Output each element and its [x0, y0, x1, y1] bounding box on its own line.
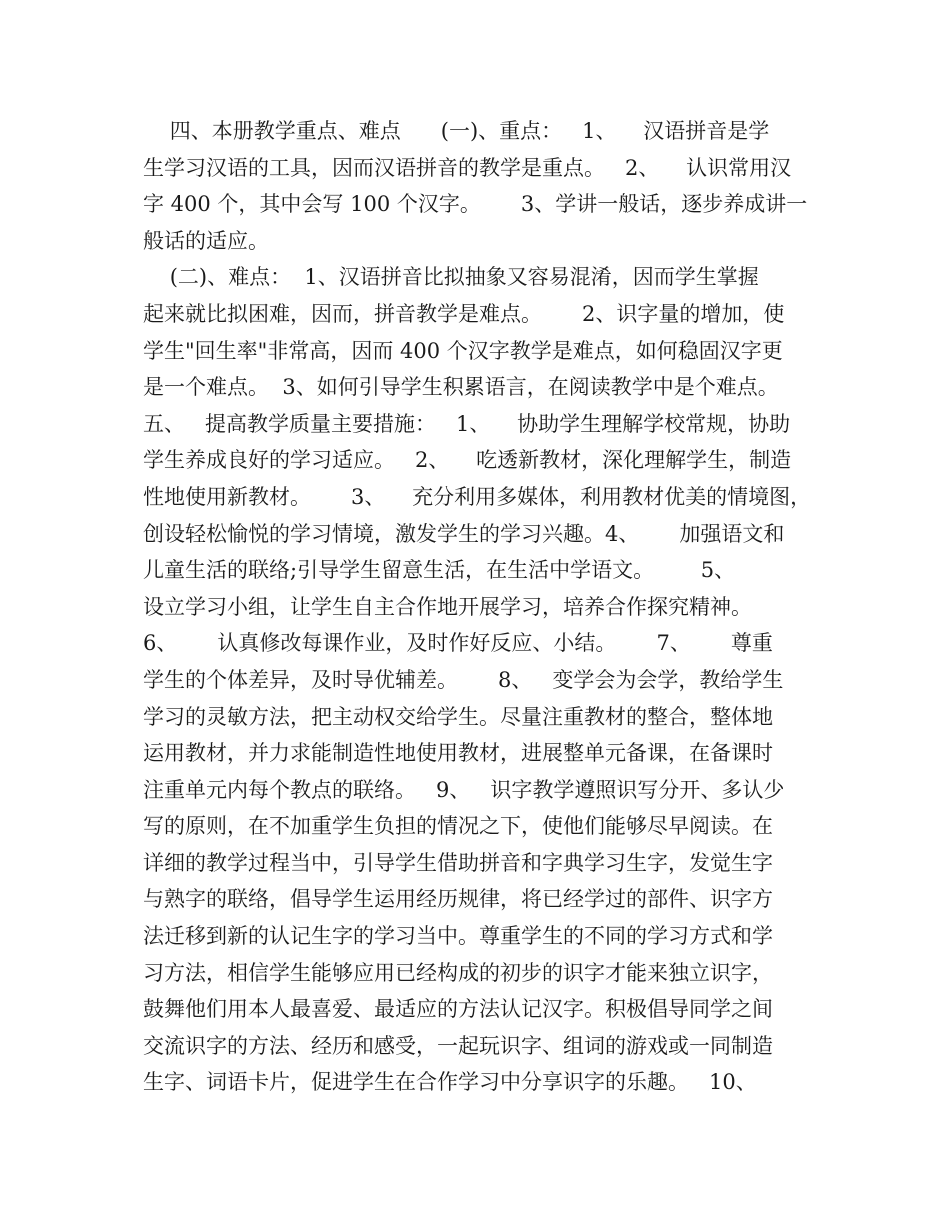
text-line: 生学习汉语的工具，因而汉语拼音的教学是重点。 2、 认识常用汉	[143, 155, 792, 180]
text-line: 详细的教学过程当中，引导学生借助拼音和字典学习生字，发觉生字	[143, 850, 773, 875]
body-text	[143, 113, 823, 1101]
text-line: 是一个难点。 3、如何引导学生积累语言，在阅读教学中是个难点。	[143, 375, 779, 400]
text-line: 鼓舞他们用本人最喜爱、最适应的方法认记汉字。积极倡导同学之间	[143, 997, 773, 1022]
text-line: 学生的个体差异，及时导优辅差。 8、 变学会为会学，教给学生	[143, 667, 784, 692]
text-line: 交流识字的方法、经历和感受，一起玩识字、组词的游戏或一同制造	[143, 1033, 773, 1058]
text-line: 儿童生活的联络;引导学生留意生活，在生活中学语文。 5、	[143, 558, 736, 583]
text-line: 与熟字的联络，倡导学生运用经历规律，将已经学过的部件、识字方	[143, 887, 773, 912]
text-line: 写的原则，在不加重学生负担的情况之下，使他们能够尽早阅读。在	[143, 814, 773, 839]
text-line: 性地使用新教材。 3、 充分利用多媒体，利用教材优美的情境图，	[143, 484, 812, 509]
text-line: 设立学习小组，让学生自主合作地开展学习，培养合作探究精神。	[143, 594, 752, 619]
text-line: 注重单元内每个教点的联络。 9、 识字教学遵照识写分开、多认少	[143, 777, 785, 802]
text-line: (二)、难点： 1、汉语拼音比拟抽象又容易混淆，因而学生掌握	[143, 265, 759, 290]
text-line: 生字、词语卡片，促进学生在合作学习中分享识字的乐趣。 10、	[143, 1070, 757, 1095]
text-line: 运用教材，并力求能制造性地使用教材，进展整单元备课，在备课时	[143, 741, 773, 766]
text-line: 法迁移到新的认记生字的学习当中。尊重学生的不同的学习方式和学	[143, 924, 773, 949]
text-line: 创设轻松愉悦的学习情境，激发学生的学习兴趣。4、 加强语文和	[143, 521, 785, 546]
text-line: 学习的灵敏方法，把主动权交给学生。尽量注重教材的整合，整体地	[143, 704, 773, 729]
text-line: 学生养成良好的学习适应。 2、 吃透新教材，深化理解学生，制造	[143, 448, 792, 473]
text-line: 6、 认真修改每课作业，及时作好反应、小结。 7、 尊重	[143, 631, 773, 656]
text-line: 习方法，相信学生能够应用已经构成的初步的识字才能来独立识字，	[143, 960, 773, 985]
text-line: 学生"回生率"非常高，因而 400 个汉字教学是难点，如何稳固汉字更	[143, 338, 783, 363]
text-line: 五、 提高教学质量主要措施： 1、 协助学生理解学校常规，协助	[143, 411, 791, 436]
text-line: 四、本册教学重点、难点 (一)、重点： 1、 汉语拼音是学	[143, 119, 770, 143]
text-line: 般话的适应。	[143, 228, 269, 253]
text-line: 起来就比拟困难，因而，拼音教学是难点。 2、识字量的增加，使	[143, 301, 785, 326]
text-line: 字 400 个，其中会写 100 个汉字。 3、学讲一般话，逐步养成讲一	[143, 192, 808, 217]
